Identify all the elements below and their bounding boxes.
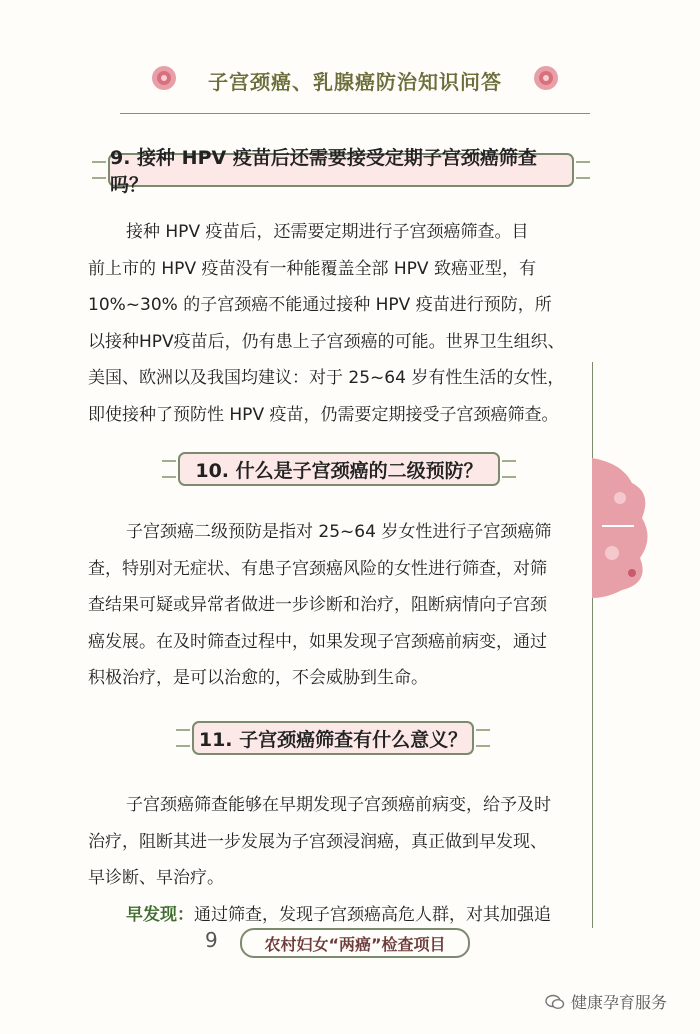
paragraph-line: 积极治疗，是可以治愈的，不会威胁到生命。 — [88, 668, 428, 688]
paragraph-line: 早诊断、早治疗。 — [88, 868, 224, 888]
question-text: 9. 接种 HPV 疫苗后还需要接受定期子宫颈癌筛查吗？ — [110, 147, 537, 196]
paragraph-line: 以接种HPV疫苗后，仍有患上子宫颈癌的可能。世界卫生组织、 — [88, 331, 565, 352]
answer-paragraph-10 — [88, 514, 588, 697]
early-detection-text: 通过筛查，发现子宫颈癌高危人群，对其加强追 — [194, 904, 551, 925]
side-flower-ornament-icon — [592, 458, 652, 598]
paragraph-line: 查，特别对无症状、有患子宫颈癌风险的女性进行筛查，对筛 — [88, 558, 547, 579]
watermark-text: 健康孕育服务 — [571, 993, 668, 1012]
paragraph-line: 癌发展。在及时筛查过程中，如果发现子宫颈癌前病变，通过 — [88, 631, 547, 652]
paragraph-line: 美国、欧洲以及我国均建议：对于 25~64 岁有性生活的女性， — [88, 368, 565, 388]
flower-ornament-icon — [532, 64, 560, 92]
wechat-icon — [545, 994, 565, 1010]
answer-paragraph-9 — [88, 214, 588, 433]
page-number: 9 — [205, 928, 218, 952]
answer-paragraph-11 — [88, 787, 588, 933]
page-header — [120, 50, 590, 110]
paragraph-line: 前上市的 HPV 疫苗没有一种能覆盖全部 HPV 致癌亚型，有 — [88, 258, 536, 279]
paragraph-line: 接种 HPV 疫苗后，还需要定期进行子宫颈癌筛查。目 — [126, 222, 529, 242]
question-heading-10 — [178, 452, 500, 486]
side-divider — [592, 598, 593, 928]
paragraph-line: 即使接种了预防性 HPV 疫苗，仍需要定期接受子宫颈癌筛查。 — [88, 404, 559, 425]
question-heading-11 — [192, 721, 474, 755]
header-divider — [120, 113, 590, 114]
early-detection-keyword: 早发现： — [126, 904, 194, 925]
question-heading-9 — [108, 147, 574, 196]
paragraph-line: 治疗，阻断其进一步发展为子宫颈浸润癌，真正做到早发现、 — [88, 831, 547, 852]
footer-label: 农村妇女“两癌”检查项目 — [240, 928, 470, 958]
paragraph-line: 子宫颈癌筛查能够在早期发现子宫颈癌前病变，给予及时 — [126, 795, 551, 815]
paragraph-line: 10%~30% 的子宫颈癌不能通过接种 HPV 疫苗进行预防，所 — [88, 295, 552, 315]
watermark — [545, 990, 667, 1013]
side-divider — [592, 362, 593, 458]
paragraph-line: 子宫颈癌二级预防是指对 25~64 岁女性进行子宫颈癌筛 — [126, 522, 552, 542]
paragraph-line: 查结果可疑或异常者做进一步诊断和治疗，阻断病情向子宫颈 — [88, 595, 547, 615]
header-title: 子宫颈癌、乳腺癌防治知识问答 — [208, 70, 502, 94]
question-text: 10. 什么是子宫颈癌的二级预防？ — [195, 459, 483, 482]
question-text: 11. 子宫颈癌筛查有什么意义？ — [198, 728, 468, 751]
